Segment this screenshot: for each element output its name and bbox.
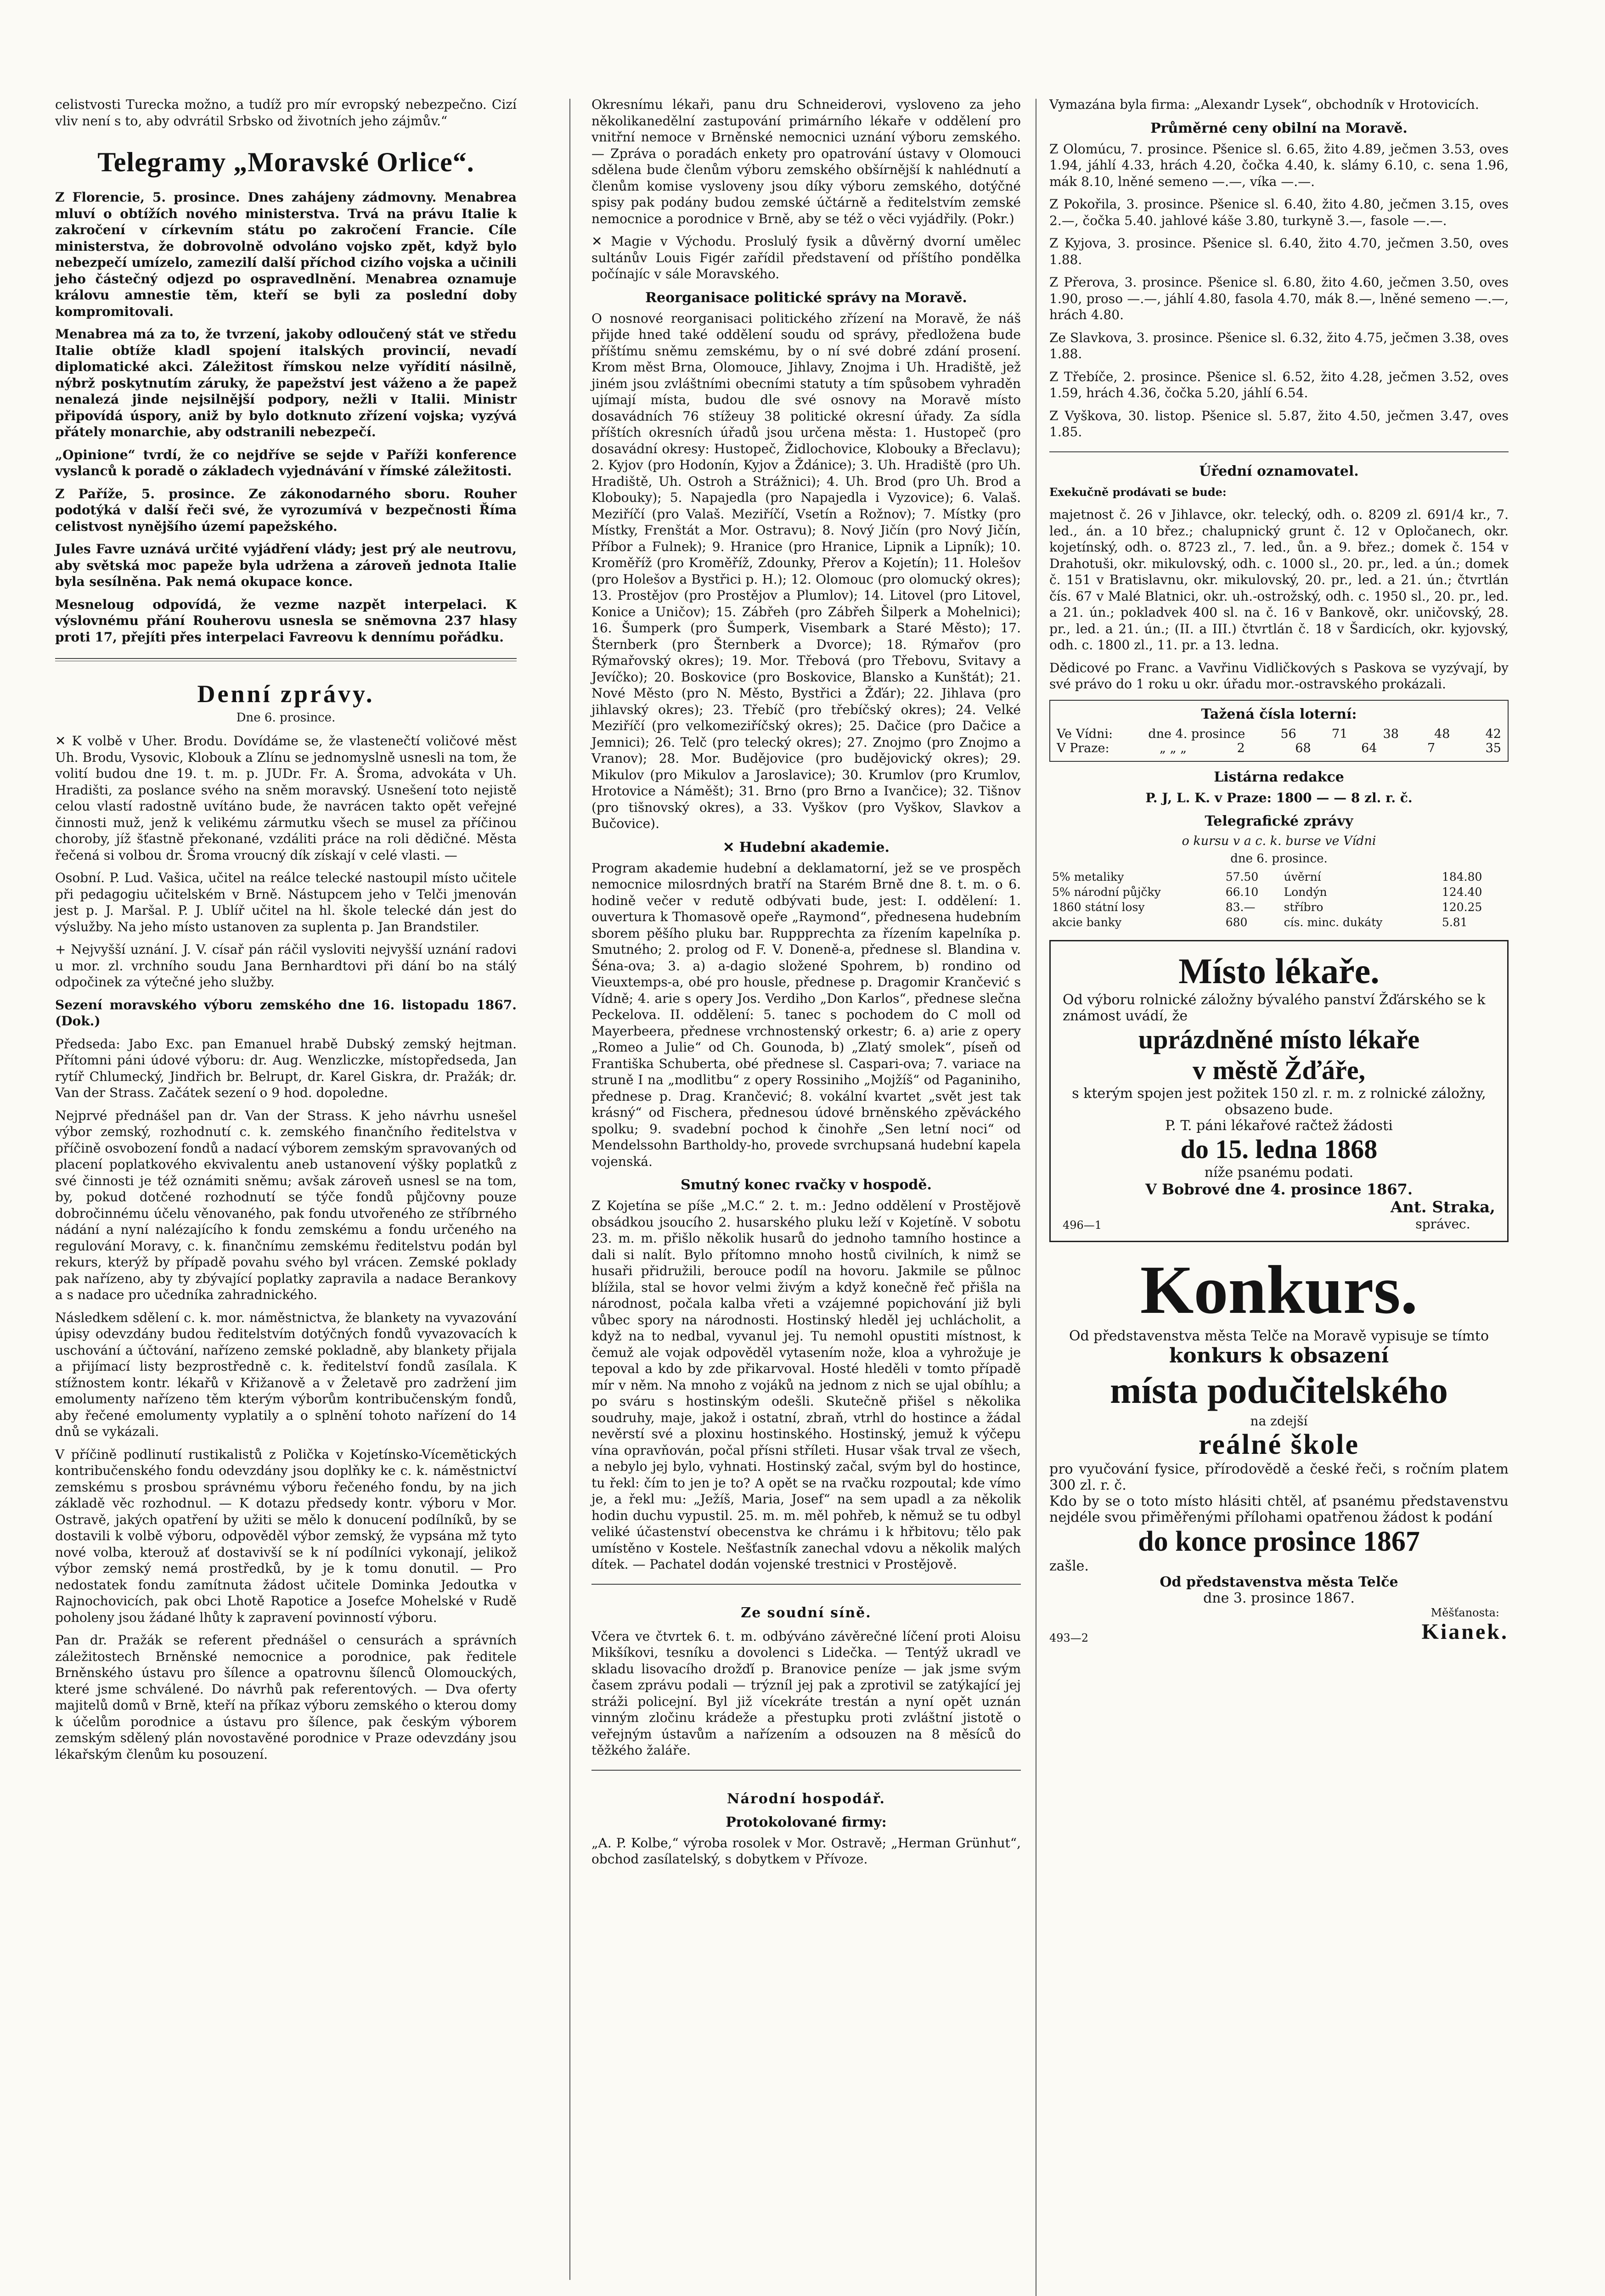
lottery-number: 7: [1427, 741, 1436, 755]
news-para: + Nejvyšší uznání. J. V. císař pán ráčil vysloviti nejvyšší uznání radovi u mor. zl. vrchního soudu Jana Bernhardtovi při dání bo na stálý odpočinek za výtečné jeho služby.: [55, 942, 517, 990]
stock-cell: 680: [1225, 916, 1248, 929]
lottery-number: 64: [1361, 741, 1377, 755]
konkurs-text: na zdejší: [1250, 1413, 1308, 1429]
doctor-ad-text: s kterým spojen jest požitek 150 zl. r. m. z rolnické záložny, obsazeno bude.: [1072, 1086, 1486, 1118]
doctor-ad-title: Místo lékaře.: [1178, 951, 1380, 991]
signature-role: Měšťanosta:: [1430, 1606, 1499, 1619]
stock-cell: 83.—: [1225, 900, 1256, 914]
news-para: Okresnímu lékaři, panu dru Schneiderovi, vysloveno za jeho několikanedělní zastupování primárního lékaře v oddělení pro vnitřní nemoce v Brněnské nemocnici uznání výboru zemského. — Zpráva o poradách enkety pro opatrování ústavy v Olomouci sdělena bude členům výboru zemského obšírnější k nahlédnutí a členům komise vysloveny jsou díky výboru zemského, dotýčné spisy pak podány budou zemské účtárně a ředitelstvím zemské nemocnice a porodnice v Brně, aby se též o věci vyjádřily. (Pokr.): [591, 97, 1021, 226]
stock-table: [1049, 869, 1509, 930]
price-row: Z Kyjova, 3. prosince. Pšenice sl. 6.40, žito 4.70, ječmen 3.50, oves 1.88.: [1049, 236, 1509, 267]
stock-cell: stříbro: [1284, 900, 1323, 914]
konkurs-school: reálné škole: [1199, 1429, 1359, 1460]
konkurs-signature: [1422, 1606, 1509, 1644]
lottery-date: „ „ „: [1160, 741, 1187, 755]
stock-cell: 5% národní půjčky: [1052, 885, 1161, 899]
divider: [591, 1770, 1021, 1771]
column-left: [55, 96, 517, 1769]
lottery-number: 71: [1332, 726, 1348, 741]
konkurs-ad: [1049, 1252, 1509, 1644]
price-row: Ze Slavkova, 3. prosince. Pšenice sl. 6.32, žito 4.75, ječmen 3.38, oves 1.88.: [1049, 330, 1509, 361]
konkurs-text: Kdo by se o toto místo hlásiti chtěl, ať psanému představenstvu nejdéle svou přiměřenými přílohami opatřenou žádost k podání: [1049, 1493, 1509, 1525]
doctor-ad-headline: v městě Žďáře,: [1193, 1055, 1365, 1085]
telegraph-sub: o kursu v a c. k. burse ve Vídni: [1182, 834, 1376, 848]
news-para: Osobní. P. Lud. Vašica, učitel na reálce telecké nastoupil místo učitele při pedagogiu učitelském v Brně. Nástupcem jeho v Telči jmenován jest p. J. Maršal. P. J. Ublíř učitel na hl. škole telecké dán jest do výslužby. Na jeho místo ustanoven za suplenta p. Jan Brandstiler.: [55, 870, 517, 934]
konkurs-text: Od představenstva města Telče: [1160, 1574, 1398, 1590]
lottery-number: 48: [1434, 726, 1450, 741]
news-para: ✕ Magie v Východu. Proslulý fysik a důvěrný dvorní umělec sultánův Louis Figér zařídil představení od příštího pondělka počínajíc v sále Moravského.: [591, 234, 1021, 281]
doctor-ad-deadline: do 15. ledna 1868: [1180, 1134, 1378, 1164]
doctor-ad-signature: [1391, 1198, 1495, 1232]
konkurs-date: dne 3. prosince 1867.: [1203, 1590, 1355, 1606]
court-heading: Ze soudní síně.: [741, 1604, 872, 1621]
news-para: Nejprvé přednášel pan dr. Van der Strass. K jeho návrhu usnešel výbor zemský, rozhodnutí c. k. zemského finančního ředitelstva v příčině osvobození fondů a nadací výborem zemským spravovaných od placení poplatkového ekvivalentu aneb ustanovení výšky poplatků z své činnosti je též oznámiti sněmu; avšak zároveň usnesl se na tom, by, pokud dotčené rozhodnutí se týče fondů půjčovny pouze dobročinnému účelu věnovaného, pak fondu utvořeného ze stříbrného nádání a nyní nalézajícího k fondu zemskému a fondu určeného na regulování Moravy, c. k. finančnímu zemskému ředitelstvu podán byl rekurs, kterýž by případě povahu svého byl vrácen. Zemské poklady pak nařízeno, aby ty zbývající poplatky zapravila a nadace Berankovy a s nadace pro učedníka zahradnického.: [55, 1108, 517, 1302]
telegraph-heading: Telegrafické zprávy: [1205, 813, 1353, 829]
konkurs-text: pro vyučování fysice, přírodovědě a české řeči, s ročním platem 300 zl. r. č.: [1049, 1461, 1509, 1493]
price-row: Z Pokořila, 3. prosince. Pšenice sl. 6.40, žito 4.80, ječmen 3.15, oves 2.—, čočka 5.40. jahlové káše 3.80, turkyně 3.—, fasole —.—.: [1049, 197, 1509, 228]
signature-name: Ant. Straka,: [1390, 1198, 1495, 1216]
firms-heading: Protokolované firmy:: [726, 1814, 887, 1830]
telegram-para: „Opinione“ tvrdí, že co nejdříve se sejde v Paříži konference vyslanců k poradě o základech vyjednávání v římské záležitosti.: [55, 447, 517, 478]
news-para: Následkem sdělení c. k. mor. náměstnictva, že blankety na vyvazování úpisy odevzdány budou ředitelstvím dotýčných fondů vyvazovacích k uschování a účtování, nařízeno zemské pokladně, aby blankety přijala a přijímací listy bezprostředně c. k. ředitelství fondů zasílala. K stížnostem kontr. lékařů v Křižanově a v Želetavě pro zadržení jim emolumenty nařízeno těm kterým výborům kontribučenským fondů, aby řečené emolumenty vyplatily a o splnění tohoto nařízení do 14 dnů se vykázali.: [55, 1310, 517, 1439]
telegram-heading: Telegramy „Moravské Orlice“.: [97, 147, 474, 177]
lottery-row: [1057, 741, 1501, 755]
konkurs-footer: [1049, 1606, 1509, 1644]
lottery-heading: Tažená čísla loterní:: [1201, 706, 1357, 722]
akademie-text: Program akademie hudební a deklamatorní, jež se ve prospěch nemocnice milosrdných bratří na Starém Brně dne 8. t. m. o 6. hodině večer v redutě odbývati bude, jest: I. oddělení: 1. ouvertura k Thomasově opeře „Raymond“, přednesena hudebním sborem pěšího pluku bar. Ruppprechta za řízením kapelníka p. Smutného; 2. prolog od F. V. Doneně-a, přednese sl. Blandina v. Šéna-ova; 3. a) a-dagio složené Spohrem, b) rondino od Vieuxtemps-a, obé pro housle, přednese p. Dragomir Krančević s Vídně; 4. arie s opery Jos. Verdiho „Don Karlos“, přednese slečna Peckelova. II. oddělení: 5. tanec s pochodem do C moll od Mayerbeera, přednese vrchnostenský orkestr; 6. a) arie z opery „Romeo a Julie“ od Ch. Gounoda, b) „Zlatý smolek“, píseň od Františka Schuberta, obé přednese sl. Caspari-ova; 7. variace na struně I na „modlitbu“ z opery Rossiniho „Mojžíš“ od Paganiniho, přednese p. Drag. Krančević; 8. vokální kvartet „svět jest tak krásný“ od Fischera, přednesou údové brněnského zpěváckého spolku; 9. svadební pochod k činohře „Sen letní noci“ od Mendelssohn Bartholdy-ho, provede svrchupsaná hudební kapela vojenská.: [591, 860, 1021, 1169]
doctor-ad-date: V Bobrové dne 4. prosince 1867.: [1145, 1181, 1413, 1198]
telegram-para: Menabrea má za to, že tvrzení, jakoby odloučený stát ve středu Italie obtíže kladl spojení italských provincií, nevadí diplomatické akci. Záležitost římskou nelze vyřídití násilně, nýbrž poskytnutím záruky, že papežství jest váženo a že papež nenalezá jinde nejsilnější podpory, nežli v Italii. Ministr připovídá úspory, aniž by bylo dotknuto zřízení vojska; vyzývá přátely monarchie, aby odstranili nebezpečí.: [55, 326, 517, 439]
price-row: Z Třebíče, 2. prosince. Pšenice sl. 6.52, žito 4.28, ječmen 3.52, oves 1.59, hrách 4.36, čočka 5.20, jáhlí 6.54.: [1049, 369, 1509, 400]
smutny-heading: Smutný konec rvačky v hospodě.: [681, 1177, 932, 1193]
stock-cell: Londýn: [1284, 885, 1327, 899]
daily-news-heading: Denní zprávy.: [197, 680, 375, 708]
lottery-row: [1057, 727, 1501, 741]
signature-name: Kianek.: [1421, 1620, 1509, 1644]
divider: [591, 1584, 1021, 1585]
news-para: Předseda: Jabo Exc. pan Emanuel hrabě Dubský zemský hejtman. Přítomni páni údové výboru: dr. Aug. Wenzliczke, místopředseda, Jan rytíř Chlumecký, Jindřich br. Belrupt, dr. Karel Giskra, dr. Pražák; dr. Van der Strass. Začátek sezení o 9 hod. dopoledne.: [55, 1036, 517, 1100]
news-para: ✕ K volbě v Uher. Brodu. Dovídáme se, že vlastenečtí voličové měst Uh. Brodu, Vysovic, Klobouk a Zlínu se jednomyslně usnesli na tom, že volití budou dne 19. t. m. p. JUDr. Fr. A. Šroma, advokáta v Uh. Hradišti, za poslance svého na sněm moravský. Usnešení toto nejistě celou vlastí radostně uvítáno bude, že navrácen takto opět veřejné činnosti muž, jenž k velikému zármutku všech se musel za příčinou choroby, jíž šťastně překonané, vzdáliti práce na roli dědičné. Města řečená si volbou dr. Šroma vroucný dík získají v celé vlasti. —: [55, 733, 517, 863]
divider: [1049, 451, 1509, 452]
firms-text: „A. P. Kolbe,“ výroba rosolek v Mor. Ostravě; „Herman Grünhut“, obchod zasílatelský, s dobytkem v Přívoze.: [591, 1835, 1021, 1867]
price-row: Z Olomúcu, 7. prosince. Pšenice sl. 6.65, žito 4.89, ječmen 3.53, oves 1.94, jáhlí 4.33, hrách 4.20, čočka 4.40, k. slámy 6.10, c. sena 1.96, mák 8.10, lněné semeno —.—, víka —.—.: [1049, 141, 1509, 189]
doctor-ad: [1049, 940, 1509, 1242]
lottery-date: dne 4. prosince: [1148, 726, 1245, 741]
telegram-para: Jules Favre uznává určité vyjádření vlády; jest prý ale neutrovu, aby světská moc papeže byla udržena a zároveň jednota Italie byla sesílněna. Pak nemá okupace konce.: [55, 541, 517, 589]
divider: [55, 658, 517, 661]
signature-role: správec.: [1415, 1216, 1470, 1232]
stock-cell: 120.25: [1442, 900, 1482, 914]
lottery-city: V Praze:: [1057, 741, 1109, 755]
table-row: [1049, 869, 1509, 884]
telegram-para: Mesneloug odpovídá, že vezme nazpět interpelaci. K výslovnému přání Rouherovu usnesla se sněmovna 237 hlasy proti 17, přejíti přes interpelaci Favreovu k dennímu pořádku.: [55, 597, 517, 645]
konkurs-subtitle: konkurs k obsazení: [1169, 1344, 1389, 1367]
stock-cell: 66.10: [1225, 885, 1259, 899]
konkurs-headline: místa podučitelského: [1110, 1369, 1448, 1411]
prices-heading: Průměrné ceny obilní na Moravě.: [1150, 120, 1408, 136]
price-row: Z Vyškova, 30. listop. Pšenice sl. 5.87, žito 4.50, ječmen 3.47, oves 1.85.: [1049, 408, 1509, 439]
official-text: Dědicové po Franc. a Vavřinu Vidličkových s Paskova se vyzývají, by své právo do 1 roku u okr. úřadu mor.-ostravského prokázali.: [1049, 660, 1509, 692]
doctor-ad-headline: uprázdněné místo lékaře: [1138, 1024, 1420, 1054]
news-para: Pan dr. Pražák se referent přednášel o censurách a správních záležitostech Brněnské nemocnice a porodnice, pak ředitele Brněnského ústavu pro šílence a opatrovnu šílenců Olomouckých, které jsme schválené. Do návrhů pak referentových. — Dva oferty majitelů domů v Brně, kteří na příkaz výboru zemského o kterou domy k účelům porodnice a ústavu pro šílence, pak českým výborem zemským sdělený plán novostavěné porodnice v Praze odevzdány jsou lékařským členům ku posouzení.: [55, 1632, 517, 1762]
column-middle: [591, 96, 1021, 1874]
stock-cell: 57.50: [1225, 870, 1259, 884]
official-sub: Exekučně prodávati se bude:: [1049, 485, 1227, 499]
lottery-box: [1049, 700, 1509, 762]
lottery-number: 68: [1295, 741, 1311, 755]
column-right: [1049, 96, 1509, 1644]
stock-cell: akcie banky: [1052, 916, 1122, 929]
ad-number: 493—2: [1049, 1632, 1089, 1644]
listarna-text: P. J, L. K. v Praze: 1800 — — 8 zl. r. č.: [1145, 790, 1413, 805]
konkurs-title: Konkurs.: [1140, 1252, 1418, 1328]
official-text: majetnost č. 26 v Jihlavce, okr. telecký, odh. o. 8209 zl. 691/4 kr., 7. led., án. a 10 břez.; chalupnický grunt č. 12 v Opločanech, okr. kojetínský, odh. o. 8723 zl., 7. led., ůn. a 9. břez.; domek č. 154 v Drahotuši, okr. mikulovský, odh. c. 1000 sl., 20. pr., led. a ún.; domek č. 151 v Bratislavnu, okr. mikulovský, 20. pr., led. a 21. ún.; čtvrtlán čís. 67 v Malé Blatnici, okr. uh.-ostrožský, odh. c. 1950 sl., 20. pr., led. a 21. ún.; pokladvek 400 sl. na č. 16 v Bankově, okr. uničovský, 28. pr., led. a 21. ún.; (II. a III.) čtvrtlán č. 18 v Šardicích, okr. kyjovský, odh. c. 1800 zl., 11. pr. a 13. ledna.: [1049, 507, 1509, 653]
economy-heading: Národní hospodář.: [727, 1790, 885, 1807]
lottery-number: 38: [1383, 726, 1399, 741]
stock-cell: 184.80: [1442, 870, 1482, 884]
reorg-text: O nosnové reorganisaci politického zřízení na Moravě, že náš přijde hned také oddělení soudu od správy, předložena bude příštímu sněmu zemskému, by o ní své dobré zdání prosení. Krom měst Brna, Olomouce, Jihlavy, Znojma i Uh. Hradiště, jež jiném jsou zvláštními obecními statuty a tím spůsobem vyhraděn ujímají místa, budou dle své osnovy na Moravě místo dosavádních 76 stížeuy 38 politické okresní úřady. Za sídla příštích okresních úřadů jsou určena města: 1. Hustopeč (pro dosavádní okresy: Hustopeč, Židlochovice, Klobouky a Břeclavu); 2. Kyjov (pro Hodonín, Kyjov a Ždánice); 3. Uh. Hradiště (pro Uh. Hradiště, Uh. Ostroh a Strážnici); 4. Uh. Brod (pro Uh. Brod a Klobouky); 5. Napajedla (pro Napajedla i Vyzovice); 6. Valaš. Meziříčí (pro Valaš. Meziříčí, Vsetín a Rožnov); 7. Místky (pro Místky, Frenštát a Mor. Ostravu); 8. Nový Jičín (pro Nový Jičín, Příbor a Fulnek); 9. Hranice (pro Hranice, Lipnik a Lipník); 10. Kroměříž (pro Kroměříž, Zdounky, Přerov a Kojetín); 11. Holešov (pro Holešov a Bystřici p. H.); 12. Olomouc (pro olomucký okres); 13. Prostějov (pro Prostějov a Plumlov); 14. Litovel (pro Litovel, Konice a Uničov); 15. Zábřeh (pro Zábřeh Šilperk a Mohelnici); 16. Šumperk (pro Šumperk, Visembark a Staré Město); 17. Šternberk (pro Šternberk a Dvorce); 18. Rýmařov (pro Rýmařovský okres); 19. Mor. Třebová (pro Třebovu, Svitavy a Jevíčko); 20. Boskovice (pro Boskovice, Blansko a Kunštát); 21. Nové Město (pro N. Město, Bystřici a Žďár); 22. Jihlava (pro jihlavský okres); 23. Třebíč (pro třebíčský okres); 24. Velké Meziříčí (pro velkomeziříčský okres); 25. Dačice (pro Dačice a Jemnici); 26. Telč (pro telecký okres); 27. Znojmo (pro Znojmo a Vranov); 28. Mor. Budějovice (pro budějovický okres); 29. Mikulov (pro Mikulov a Jaroslavice); 30. Krumlov (pro Krumlov, Hrotovice a Náměšt); 31. Brno (pro Brno a Ivančice); 32. Tišnov (pro tišnovský okres), a 33. Vyškov (pro Vyškov, Slavkov a Bučovice).: [591, 310, 1021, 831]
telegram-para: Z Florencie, 5. prosince. Dnes zahájeny zádmovny. Menabrea mluví o obtížích nového ministerstva. Trvá na právu Italie k zakročení v církevním státu po zakročení Francie. Cíle ministerstva, že dobrovolně odvoláno vojsko zpět, když bylo nebezpečí umízelo, zamezilí další příchod cizího vojska a učinili jeho částečný odjezd po ospravedlnění. Menabrea oznamuje královu amnestie těm, kteří se byli za poslední doby kompromitovali.: [55, 190, 517, 319]
court-text: Včera ve čtvrtek 6. t. m. odbýváno závěrečné líčení proti Aloisu Mikšíkovi, tesníku a dovolenci s Lidečka. — Tentýž ukradl ve skladu lisovacího drožďí p. Branovice peníze — jak jsme svým časem zprávu podali — trýzníl jej pak a zprotivil se zatýkající jej stráži policejní. Byl již vícekráte trestán a nyní opět uznán vinným zločinu krádeže a přestupku proti zvláštní jistotě o veřejným ústavům a nařízením a odsouzen na 8 měsíců do těžkého žaláře.: [591, 1628, 1021, 1758]
stock-cell: 1860 státní losy: [1052, 900, 1145, 914]
lottery-number: 2: [1237, 741, 1245, 755]
lottery-number: 42: [1485, 726, 1501, 741]
daily-news-date: Dne 6. prosince.: [236, 711, 336, 725]
news-para: Sezení moravského výboru zemského dne 16. listopadu 1867. (Dok.): [55, 997, 517, 1029]
lottery-number: 35: [1485, 741, 1501, 755]
lottery-number: 56: [1280, 726, 1296, 741]
table-row: [1049, 915, 1509, 930]
table-row: [1049, 900, 1509, 915]
doctor-ad-text: Od výboru rolnické záložny bývalého panství Žďárského se k známost uvádí, že: [1063, 992, 1486, 1024]
stock-cell: úvěrní: [1284, 870, 1321, 884]
listarna-heading: Listárna redakce: [1214, 769, 1344, 785]
column-rule: [569, 99, 570, 2280]
konkurs-text: Od představenstva města Telče na Moravě vypisuje se tímto: [1069, 1328, 1489, 1344]
official-heading: Úřední oznamovatel.: [1199, 463, 1359, 479]
vymazana-text: Vymazána byla firma: „Alexandr Lysek“, obchodník v Hrotovicích.: [1049, 97, 1479, 112]
ad-number: 496—1: [1063, 1219, 1102, 1232]
telegraph-date: dne 6. prosince.: [1230, 852, 1328, 866]
konkurs-deadline: do konce prosince 1867: [1138, 1526, 1420, 1557]
stock-cell: 5.81: [1442, 916, 1468, 929]
akademie-heading: ✕ Hudební akademie.: [723, 839, 890, 855]
smutny-text: Z Kojetína se píše „M.C.“ 2. t. m.: Jedno oddělení v Prostějově obsádkou jsoucího 2. husarského pluku leží v Kojetíně. V sobotu 23. m. m. přišlo několik husarů do jednoho tamního hostince a dali si nalít. Bylo přítomno mnoho hostů civilních, k nimž se husaři přidružili, berouce podíl na hovoru. Jakmile se půlnoc blížila, stal se hovor velmi živým a když konečně řeč přišla na národnost, počala kalba vřeti a vzájemné popichování již byli vůbec spory na národnosti. Hostinský hleděl jej uchlácholit, a když na to nedbal, vyvanul jej. Tu nemohl opustiti místnost, k čemuž ale vojak odpověděl vytasením nože, kloa a vyhrožuje je tepoval a kdo by zde přikarvoval. Hosté hleděli v tomto případě mír v něm. Na mnoho z vojáků na jednom z nich se ujal obíhlu; a po sváru s hostinským odešli. Skutečně přišel s několika soudruhy, maje, jakož i ostatní, zbraň, vtrhl do hostince a žádal nevěrstí své a ploxinu hostinského. Hostinský, jemuž k výčepu vína opravňován, počal přísni stříleti. Husar však trval ze všech, a nebylo jej bylo, vyhnati. Hostinský začal, svým byl do hostince, tu řekl: čím to jen je to? A opět se na rvačku rozpoutal; kde vímo je, a řekl mu: „Ježíš, Maria, Josef“ na sem upadl a za několik hodin duchu vypustil. 25. m. m. měl pohřeb, k němuž se tu odbyl veliké účastenství obecenstva ke chrámu i k hřbitovu; tělo pak umístěno v Kostele. Nešťastník zanechal vdovu a několik malých dítek. — Pachatel dodán vojenské trestnici v Prostějově.: [591, 1198, 1021, 1572]
table-row: [1049, 884, 1509, 900]
intro-text: celistvosti Turecka možno, a tudíž pro mír evropský nebezpečno. Cizí vliv není s to, aby odvrátil Srbsko od životních jeho zájmův.“: [55, 97, 517, 129]
stock-cell: 5% metaliky: [1052, 870, 1124, 884]
lottery-city: Ve Vídni:: [1057, 726, 1113, 741]
konkurs-text: zašle.: [1049, 1558, 1089, 1574]
doctor-ad-text: P. T. páni lékařové račtež žádosti: [1165, 1118, 1393, 1134]
doctor-ad-text: níže psanému podati.: [1204, 1165, 1354, 1181]
doctor-ad-footer: [1063, 1198, 1495, 1232]
stock-cell: 124.40: [1442, 885, 1482, 899]
telegram-para: Z Paříže, 5. prosince. Ze zákonodarného sboru. Rouher podotýká v další řeči své, že vyrozumívá v bezpečnosti Říma celistvost nynějšího území papežského.: [55, 486, 517, 534]
stock-cell: cís. minc. dukáty: [1284, 916, 1383, 929]
reorg-heading: Reorganisace politické správy na Moravě.: [645, 289, 967, 306]
price-row: Z Přerova, 3. prosince. Pšenice sl. 6.80, žito 4.60, ječmen 3.50, oves 1.90, proso —.—, jáhlí 4.80, fasola 4.70, mák 8.—, lněné semeno —.—, hrách 4.80.: [1049, 275, 1509, 322]
news-para: V příčině podlinutí rustikalistů z Polička v Kojetínsko-Vícemětických kontribučenského fondu odevzdány jsou doplňky ke c. k. náměstnictví zemskému s prosbou správnému výboru řečeného fondu, by na jich základě věc rozhodnul. — K dotazu předsedy kontr. výboru v Mor. Ostravě, jakých opatření by užiti se mělo k donucení podílníků, by se dostavili k volbě výboru, odpověděl výbor zemský, že vypsána mž tyto nové volba, kterouž ať dostavivší se k ní podílníci vykonají, jelikož výbor zemský nemá prostředků, by je k tomu donutil. — Pro nedostatek fondu zamítnuta žádost učitele Dominka Jedoutka v Rajnochovicích, pak obci Lhotě Rapotice a Josefce Mohelské v Rudě poholeny jsou žádané lhůty k zapravení povinností výboru.: [55, 1446, 517, 1625]
